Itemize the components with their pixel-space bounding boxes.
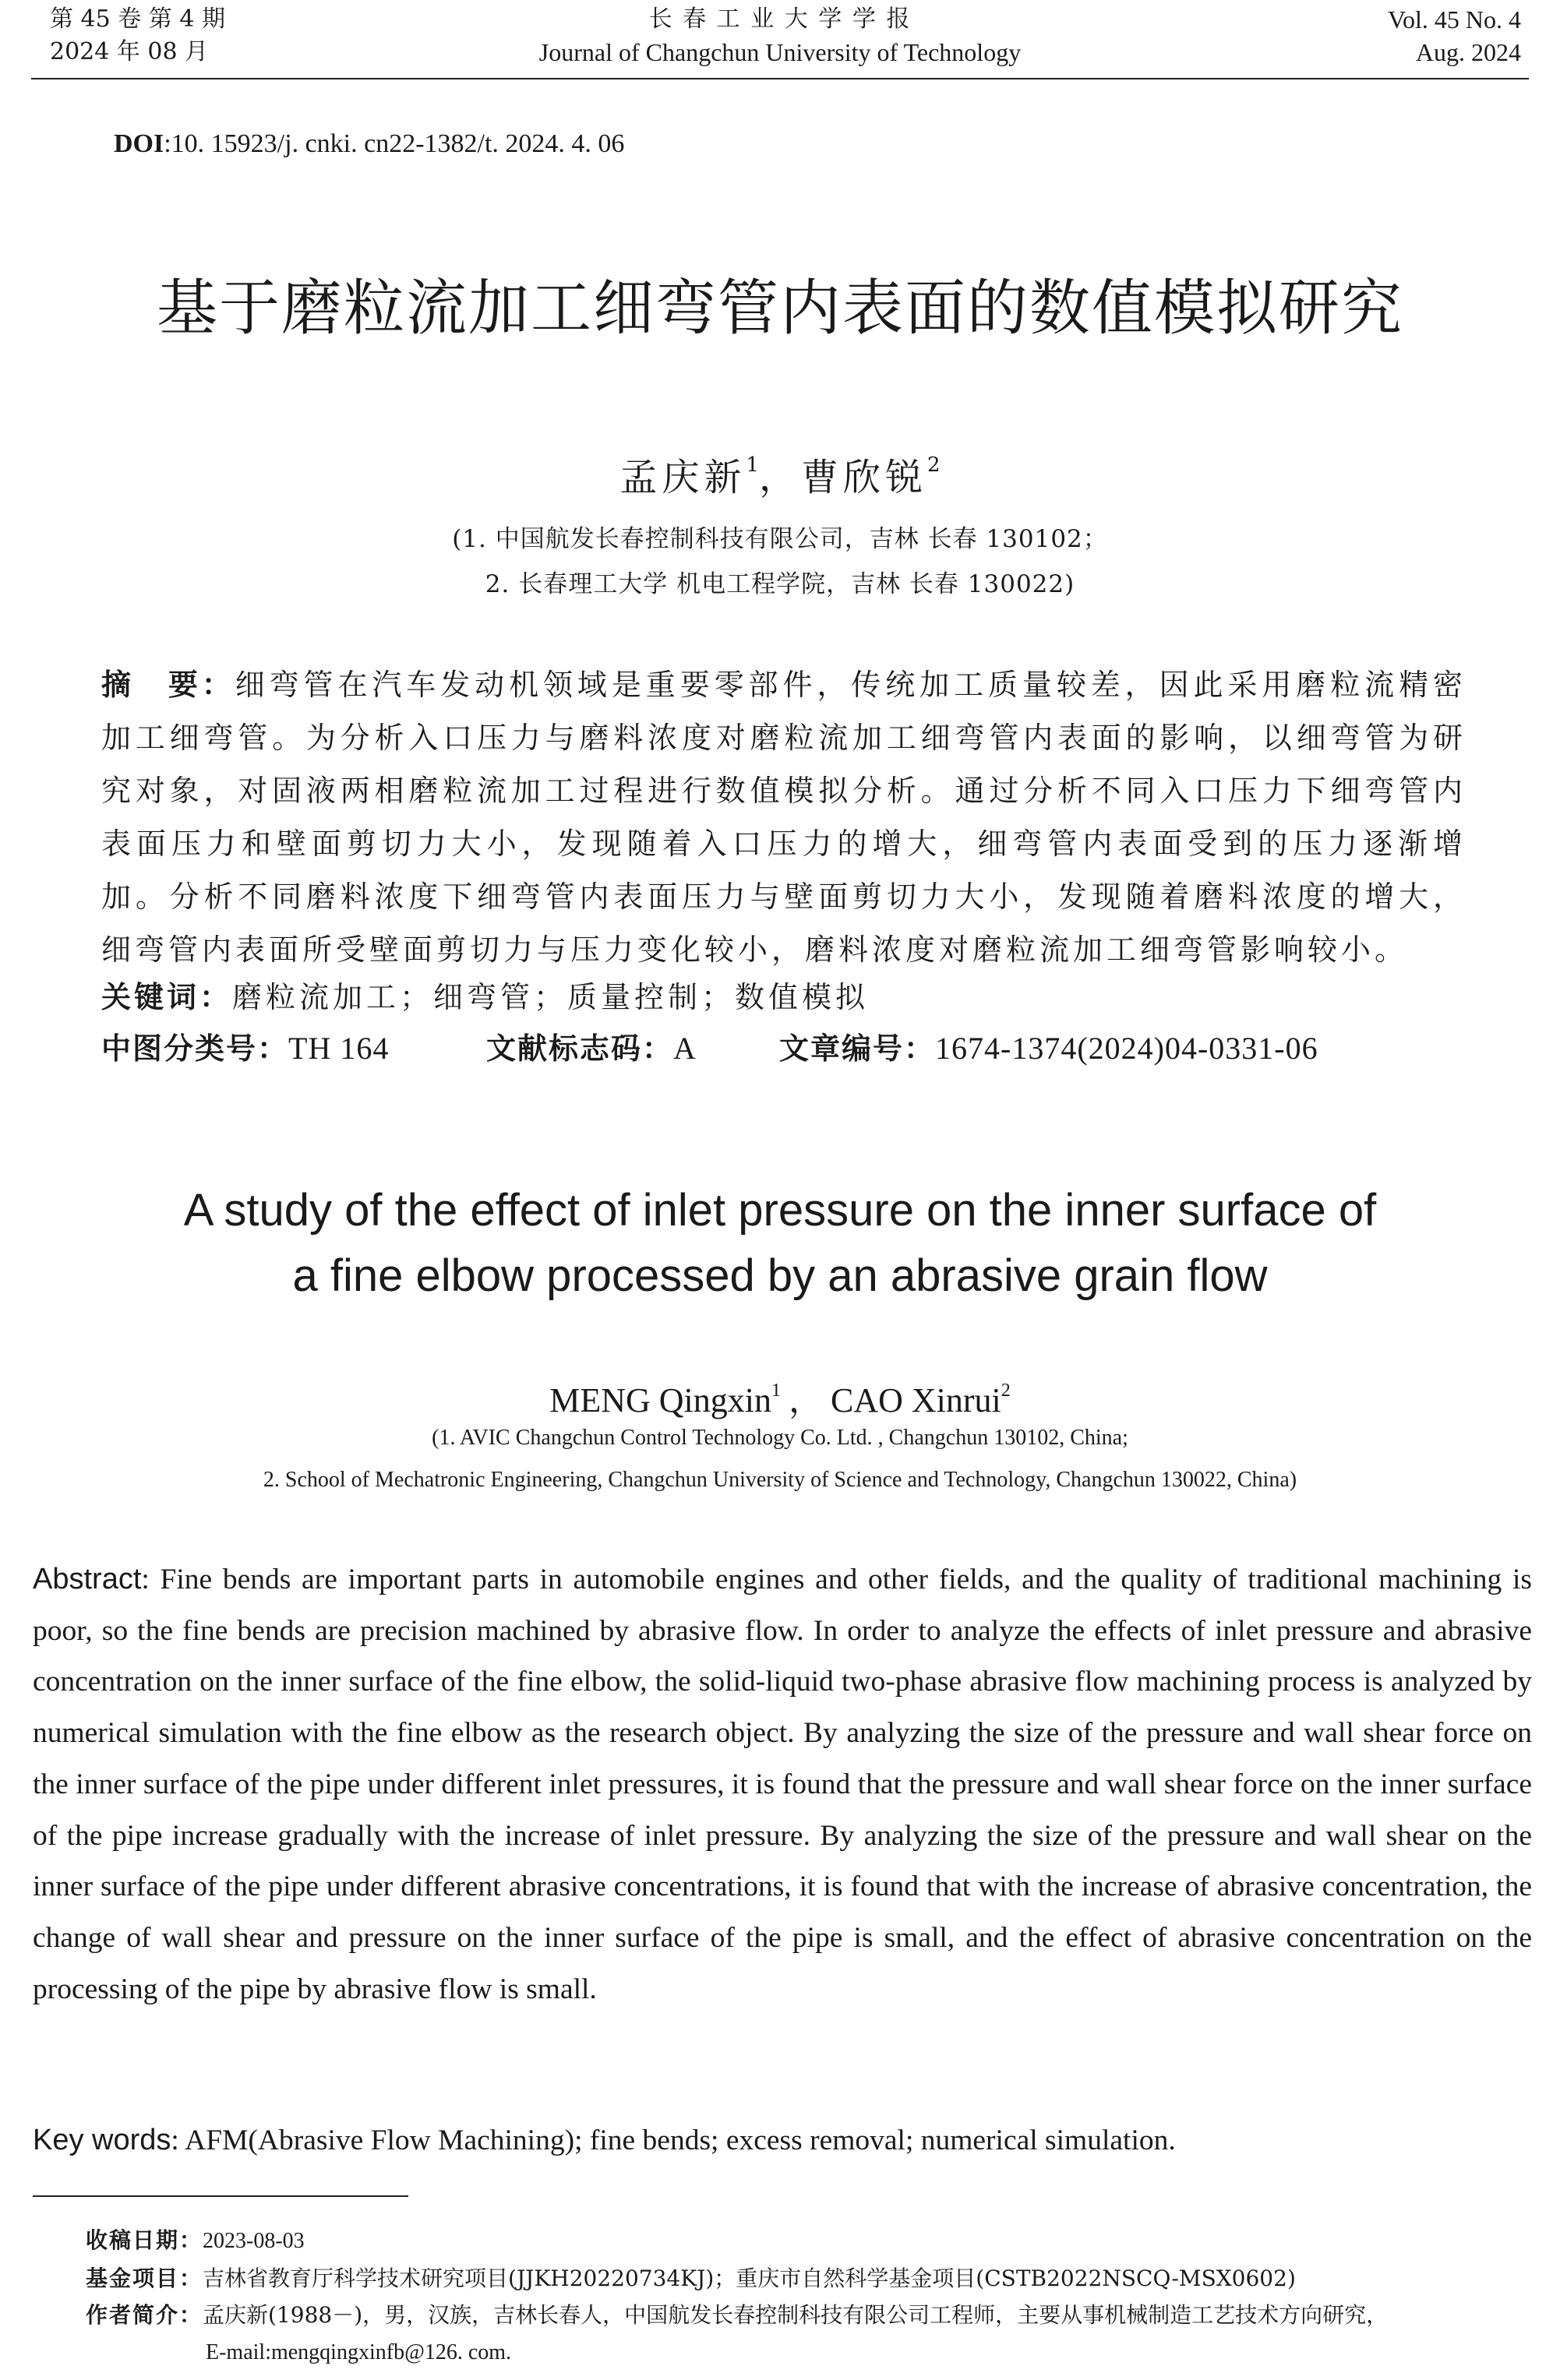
header-journal bbox=[0, 3, 1560, 69]
header-volume-issue: 第 45 卷 第 4 期 bbox=[50, 5, 225, 33]
author-en-2: CAO Xinrui bbox=[831, 1381, 1001, 1419]
doi-line bbox=[114, 129, 624, 159]
header-journal-zh: 长 春 工 业 大 学 学 报 bbox=[648, 5, 912, 33]
authors-zh bbox=[0, 440, 1560, 502]
affiliation-zh-2: 2. 长春理工大学 机电工程学院，吉林 长春 130022) bbox=[485, 570, 1075, 598]
header-volume-en bbox=[1388, 3, 1521, 69]
clc-group bbox=[101, 1027, 389, 1070]
footnote-email[interactable] bbox=[206, 2334, 511, 2371]
author-zh-2: 曹欣锐 bbox=[801, 456, 928, 499]
abstract-en-label: Abstract bbox=[33, 1563, 142, 1595]
abstract-zh-label: 摘 要： bbox=[101, 668, 235, 702]
authors-en bbox=[0, 1367, 1560, 1424]
received-value: 2023-08-03 bbox=[203, 2229, 305, 2253]
author-en-separator: ， bbox=[789, 1381, 823, 1419]
affiliation-zh-1: (1. 中国航发长春控制科技有限公司，吉林 长春 130102； bbox=[452, 525, 1108, 553]
keywords-zh-label: 关键词： bbox=[101, 980, 233, 1014]
abstract-en bbox=[33, 1554, 1532, 2015]
doc-code-value: A bbox=[673, 1031, 697, 1066]
title-zh: 基于磨粒流加工细弯管内表面的数值模拟研究 bbox=[156, 273, 1403, 344]
author-en-1-affil: 1 bbox=[771, 1380, 781, 1401]
clc-label: 中图分类号： bbox=[101, 1031, 289, 1066]
author-email-link[interactable]: E-mail:mengqingxinfb@126. com. bbox=[206, 2340, 512, 2364]
article-number-value: 1674-1374(2024)04-0331-06 bbox=[935, 1031, 1318, 1066]
abstract-zh-text: 细弯管在汽车发动机领域是重要零部件，传统加工质量较差，因此采用磨粒流精密加工细弯管。为分析入口压力与磨料浓度对磨粒流加工细弯管内表面的影响，以细弯管为研究对象，对固液两相磨粒流加工过程进行数值模拟分析。通过分析不同入口压力下细弯管内表面压力和壁面剪切力大小，发现随着入口压力的增大，细弯管内表面受到的压力逐渐增加。分析不同磨料浓度下细弯管内表面压力与壁面剪切力大小，发现随着磨料浓度的增大，细弯管内表面所受壁面剪切力与压力变化较小，磨料浓度对磨粒流加工细弯管影响较小。 bbox=[101, 668, 1466, 967]
affiliation-en-2: 2. School of Mechatronic Engineering, Changchun University of Science and Technology, Changchun 130022, China) bbox=[263, 1468, 1297, 1492]
author-bio-value: 孟庆新(1988－)，男，汉族，吉林长春人，中国航发长春控制科技有限公司工程师，主要从事机械制造工艺技术方向研究， bbox=[203, 2302, 1389, 2328]
header-vol-no: Vol. 45 No. 4 bbox=[1388, 5, 1521, 33]
title-en-line-1: A study of the effect of inlet pressure on the inner surface of bbox=[183, 1185, 1377, 1236]
header-date-en: Aug. 2024 bbox=[1415, 38, 1521, 66]
keywords-en-label: Key words bbox=[33, 2124, 171, 2156]
footnote-author-bio bbox=[86, 2297, 1388, 2333]
doi-label: DOI bbox=[114, 129, 164, 158]
title-en-line-2: a fine elbow processed by an abrasive grain flow bbox=[292, 1250, 1268, 1301]
doi-value: :10. 15923/j. cnki. cn22-1382/t. 2024. 4. 06 bbox=[164, 129, 625, 158]
keywords-en-colon: : bbox=[171, 2124, 185, 2156]
affiliation-en-1: (1. AVIC Changchun Control Technology Co. Ltd. , Changchun 130102, China; bbox=[432, 1426, 1128, 1450]
footnote-rule bbox=[33, 2195, 408, 2197]
funding-value: 吉林省教育厅科学技术研究项目(JJKH20220734KJ)；重庆市自然科学基金项目(CSTB2022NSCQ-MSX0602) bbox=[203, 2265, 1296, 2291]
header-date-zh: 2024 年 08 月 bbox=[50, 38, 209, 65]
author-zh-1-affil: 1 bbox=[746, 453, 759, 477]
keywords-en-text: AFM(Abrasive Flow Machining); fine bends; excess removal; numerical simulation. bbox=[185, 2124, 1176, 2156]
doc-code-label: 文献标志码： bbox=[486, 1031, 674, 1066]
author-zh-2-affil: 2 bbox=[927, 453, 941, 477]
author-zh-1: 孟庆新 bbox=[619, 456, 746, 499]
header-rule bbox=[31, 78, 1529, 79]
footnote-received bbox=[86, 2223, 305, 2259]
header-journal-en: Journal of Changchun University of Technology bbox=[538, 38, 1022, 66]
abstract-en-colon: : bbox=[141, 1564, 161, 1595]
author-zh-separator: ， bbox=[758, 456, 801, 499]
article-number-label: 文章编号： bbox=[779, 1031, 936, 1066]
article-number-group bbox=[779, 1027, 1318, 1070]
author-bio-label: 作者简介： bbox=[86, 2302, 203, 2328]
keywords-zh-text: 磨粒流加工；细弯管；质量控制；数值模拟 bbox=[232, 980, 870, 1014]
keywords-en bbox=[33, 2117, 1176, 2164]
doc-code-group bbox=[486, 1027, 697, 1070]
title-en bbox=[0, 1178, 1560, 1309]
abstract-zh bbox=[101, 658, 1466, 976]
clc-value: TH 164 bbox=[288, 1031, 390, 1066]
funding-label: 基金项目： bbox=[86, 2265, 203, 2291]
author-en-2-affil: 2 bbox=[1001, 1380, 1011, 1401]
keywords-zh bbox=[101, 975, 869, 1019]
abstract-en-text: Fine bends are important parts in automobile engines and other fields, and the quality of traditional machining is poor, so the fine bends are precision machined by abrasive flow. In order to analyze the effects of inlet pressure and abrasive concentration on the inner surface of the fine elbow, the solid-liquid two-phase abrasive flow machining process is analyzed by numerical simulation with the fine elbow as the research object. By analyzing the size of the pressure and wall shear force on the inner surface of the pipe under different inlet pressures, it is found that the pressure and wall shear force on the inner surface of the pipe increase gradually with the increase of inlet pressure. By analyzing the size of the pressure and wall shear on the inner surface of the pipe under different abrasive concentrations, it is found that with the increase of abrasive concentration, the change of wall shear and pressure on the inner surface of the pipe is small, and the effect of abrasive concentration on the processing of the pipe by abrasive flow is small. bbox=[33, 1564, 1532, 2005]
footnote-funding bbox=[86, 2261, 1296, 2297]
author-en-1: MENG Qingxin bbox=[549, 1381, 771, 1419]
received-label: 收稿日期： bbox=[86, 2227, 203, 2253]
